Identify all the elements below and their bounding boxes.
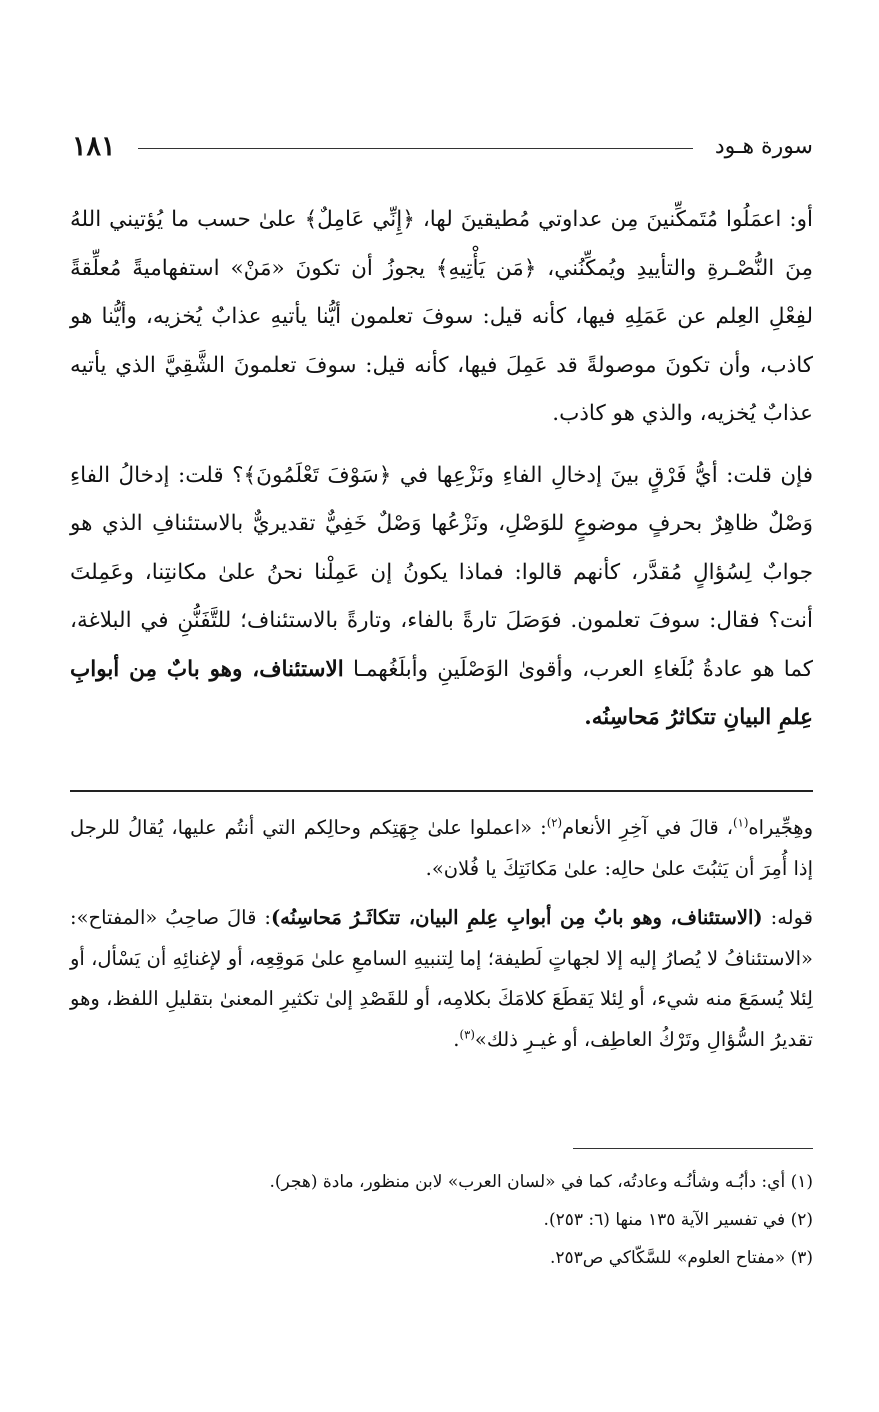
main-paragraph-1: أو: اعمَلُوا مُتَمكِّنينَ مِن عداوتي مُطيقينَ لها، ﴿إِنِّي عَامِلٌ﴾ علىٰ حسب ما يُؤتيني اللهُ مِنَ النُّصْـرةِ والتأييدِ ويُمكِّنُني، ﴿مَن يَأْتِيهِ﴾ يجوزُ أن تكونَ «مَنْ» استفهاميةً مُعلِّقةً لفِعْلِ العِلم عن عَمَلِهِ فيها، كأنه قيل: سوفَ تعلمون أيُّنا يأتيهِ عذابٌ يُخزيه، وأيُّنا هو كاذب، وأن تكونَ موصولةً قد عَمِلَ فيها، كأنه قيل: سوفَ تعلمونَ الشَّقِيَّ الذي يأتيه عذابٌ يُخزيه، والذي هو كاذب. — [70, 207, 813, 426]
commentary-2-quote: (الاستئناف، وهو بابٌ مِن أبوابِ عِلمِ البيان، تتكاثَـرُ مَحاسِنُه) — [270, 906, 763, 929]
commentary-1-b: ، قالَ في آخِرِ الأنعام — [562, 816, 734, 839]
footnote-3: (٣) «مفتاح العلوم» للسَّكّاكي ص٢٥٣. — [549, 1248, 813, 1268]
header-rule — [138, 148, 693, 149]
footnotes — [70, 1163, 813, 1277]
commentary-2-rest: : قالَ صاحِبُ «المفتاح»: «الاستئنافُ لا يُصارُ إليه إلا لجهاتٍ لَطيفة؛ إما لِتنبيهِ السامعِ علىٰ مَوقِعِه، أو لإغنائِهِ أن يَسْأل، أو لِئلا يُسمَعَ منه شيء، أو لِئلا يَقطَعَ كلامَكَ بكلامِه، أو للقَصْدِ إلىٰ تكثيرِ المعنىٰ بتقليلِ اللفظ، وهو تقديرُ السُّؤالِ وتَرْكُ العاطِف، أو غيـرِ ذلك» — [70, 906, 813, 1051]
commentary-paragraph-1 — [70, 808, 813, 889]
running-header — [72, 126, 813, 166]
commentary-2-end: . — [453, 1027, 460, 1051]
surah-title: سورة هـود — [714, 133, 813, 159]
page-number: ١٨١ — [72, 130, 116, 162]
footnote-2: (٢) في تفسير الآية ١٣٥ منها (٦: ٢٥٣). — [543, 1210, 813, 1230]
footnote-ref-3[interactable]: (٣) — [459, 1027, 475, 1041]
main-paragraph-2-bold: الاستئناف، وهو بابٌ مِن أبوابِ عِلمِ البيانِ تتكاثرُ مَحاسِنُه. — [70, 656, 813, 730]
main-separator — [70, 790, 813, 792]
footnote-ref-2[interactable]: (٢) — [546, 815, 563, 830]
main-paragraph-2 — [70, 452, 813, 743]
commentary — [70, 808, 813, 1060]
commentary-1-a: وهِجِّيراه — [748, 816, 813, 839]
footnote-1: (١) أي: دأبُـه وشأنُـه وعادتُه، كما في «لسان العرب» لابن منظور، مادة (هجر). — [269, 1172, 813, 1192]
commentary-1-c: : «اعملوا علىٰ جِهَتِكم وحالِكم التي أنتُم عليها، يُقالُ للرجل إذا أُمِرَ أن يَثبُتَ علىٰ حالِه: علىٰ مَكانَتِكَ يا فُلان». — [70, 816, 813, 880]
main-paragraph-2-text: فإن قلت: أيُّ فَرْقٍ بينَ إدخالِ الفاءِ ونَزْعِها في ﴿سَوْفَ تَعْلَمُونَ﴾؟ قلت: إدخالُ الفاءِ وَصْلٌ ظاهِرٌ بحرفٍ موضوعٍ للوَصْلِ، ونَزْعُها وَصْلٌ خَفِيٌّ تقديريٌّ بالاستئنافِ الذي هو جوابٌ لِسُؤالٍ مُقدَّر، كأنهم قالوا: فماذا يكونُ إن عَمِلْنا نحنُ علىٰ مكانتِنا، وعَمِلتَ أنت؟ فقال: سوفَ تعلمون. فوَصَلَ تارةً بالفاء، وتارةً بالاستئناف؛ للتَّفَنُّنِ في البلاغة، كما هو عادةُ بُلَغاءِ العرب، وأقوىٰ الوَصْلَينِ وأبلَغُهمـا — [70, 462, 813, 682]
commentary-paragraph-2 — [70, 898, 813, 1060]
footnote-ref-1[interactable]: (١) — [733, 815, 749, 830]
footnote-separator — [573, 1148, 813, 1149]
main-text — [70, 196, 813, 743]
commentary-2-lead: قوله: — [762, 906, 814, 929]
